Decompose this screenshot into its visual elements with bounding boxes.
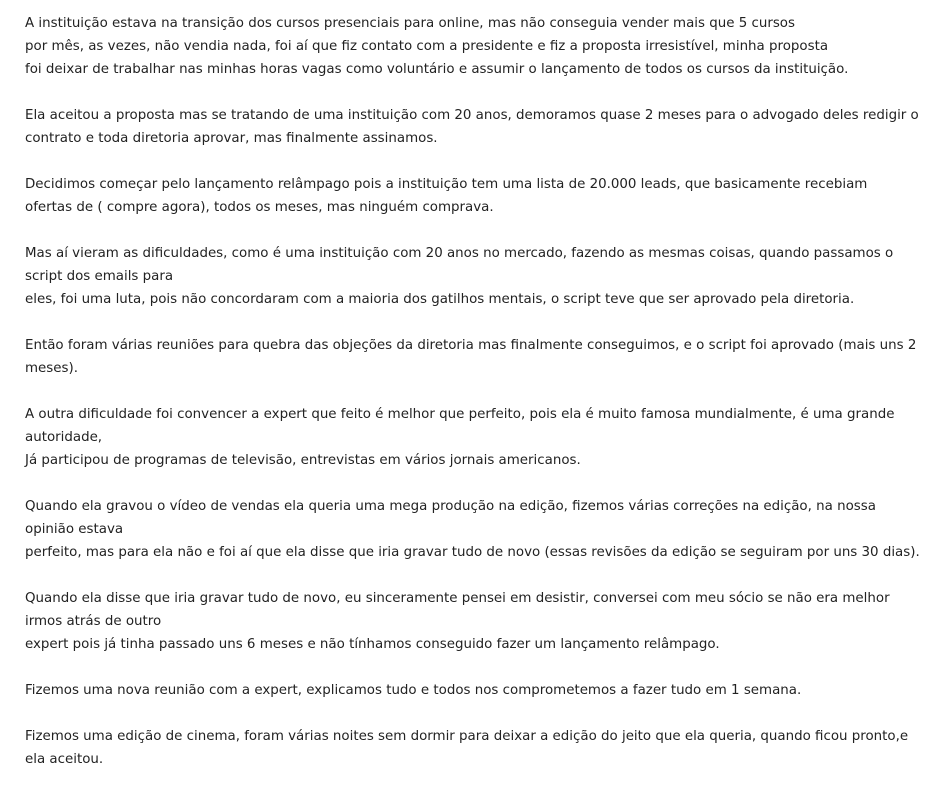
text-line: script dos emails para — [25, 269, 174, 284]
text-line: contrato e toda diretoria aprovar, mas finalmente assinamos. — [25, 131, 438, 146]
paragraph-proposal — [25, 12, 927, 81]
paragraph-difficulties — [25, 242, 927, 311]
paragraph-cinema-edit — [25, 725, 927, 771]
text-line: expert pois já tinha passado uns 6 meses e não tínhamos conseguido fazer um lançamento relâmpago. — [25, 637, 720, 652]
text-line: perfeito, mas para ela não e foi aí que ela disse que iria gravar tudo de novo (essas revisões da edição se seguiram por uns 30 dias). — [25, 545, 920, 560]
text-line: por mês, as vezes, não vendia nada, foi aí que fiz contato com a presidente e fiz a proposta irresistível, minha proposta — [25, 39, 829, 54]
text-line: Já participou de programas de televisão, entrevistas em vários jornais americanos. — [25, 453, 581, 468]
text-line: foi deixar de trabalhar nas minhas horas vagas como voluntário e assumir o lançamento de todos os cursos da instituição. — [25, 62, 849, 77]
text-line: Mas aí vieram as dificuldades, como é uma instituição com 20 anos no mercado, fazendo as mesmas coisas, quando passamos o — [25, 246, 894, 261]
paragraph-give-up — [25, 587, 927, 656]
paragraph-new-meeting — [25, 679, 927, 702]
text-line: Então foram várias reuniões para quebra das objeções da diretoria mas finalmente conseguimos, e o script foi aprovado (mais uns 2 — [25, 338, 917, 353]
text-line: opinião estava — [25, 522, 124, 537]
text-line: Quando ela gravou o vídeo de vendas ela queria uma mega produção na edição, fizemos várias correções na edição, na nossa — [25, 499, 876, 514]
text-line: Quando ela disse que iria gravar tudo de novo, eu sinceramente pensei em desistir, conversei com meu sócio se não era melhor — [25, 591, 890, 606]
text-line: ela aceitou. — [25, 752, 104, 767]
text-line: Decidimos começar pelo lançamento relâmpago pois a instituição tem uma lista de 20.000 leads, que basicamente recebiam — [25, 177, 868, 192]
paragraph-expert — [25, 403, 927, 472]
paragraph-contract — [25, 104, 927, 150]
text-line: Fizemos uma nova reunião com a expert, explicamos tudo e todos nos comprometemos a fazer tudo em 1 semana. — [25, 683, 802, 698]
paragraph-sales-video — [25, 495, 927, 564]
text-line: Ela aceitou a proposta mas se tratando de uma instituição com 20 anos, demoramos quase 2 meses para o advogado deles redigir o — [25, 108, 919, 123]
paragraph-meetings — [25, 334, 927, 380]
text-line: A instituição estava na transição dos cursos presenciais para online, mas não conseguia vender mais que 5 cursos — [25, 16, 795, 31]
paragraph-flash-launch — [25, 173, 927, 219]
text-line: Fizemos uma edição de cinema, foram várias noites sem dormir para deixar a edição do jeito que ela queria, quando ficou pronto,e — [25, 729, 909, 744]
text-line: eles, foi uma luta, pois não concordaram com a maioria dos gatilhos mentais, o script teve que ser aprovado pela diretoria. — [25, 292, 855, 307]
text-line: irmos atrás de outro — [25, 614, 162, 629]
text-line: meses). — [25, 361, 78, 376]
text-line: A outra dificuldade foi convencer a expert que feito é melhor que perfeito, pois ela é muito famosa mundialmente, é uma grande — [25, 407, 895, 422]
text-line: autoridade, — [25, 430, 103, 445]
text-line: ofertas de ( compre agora), todos os meses, mas ninguém comprava. — [25, 200, 494, 215]
